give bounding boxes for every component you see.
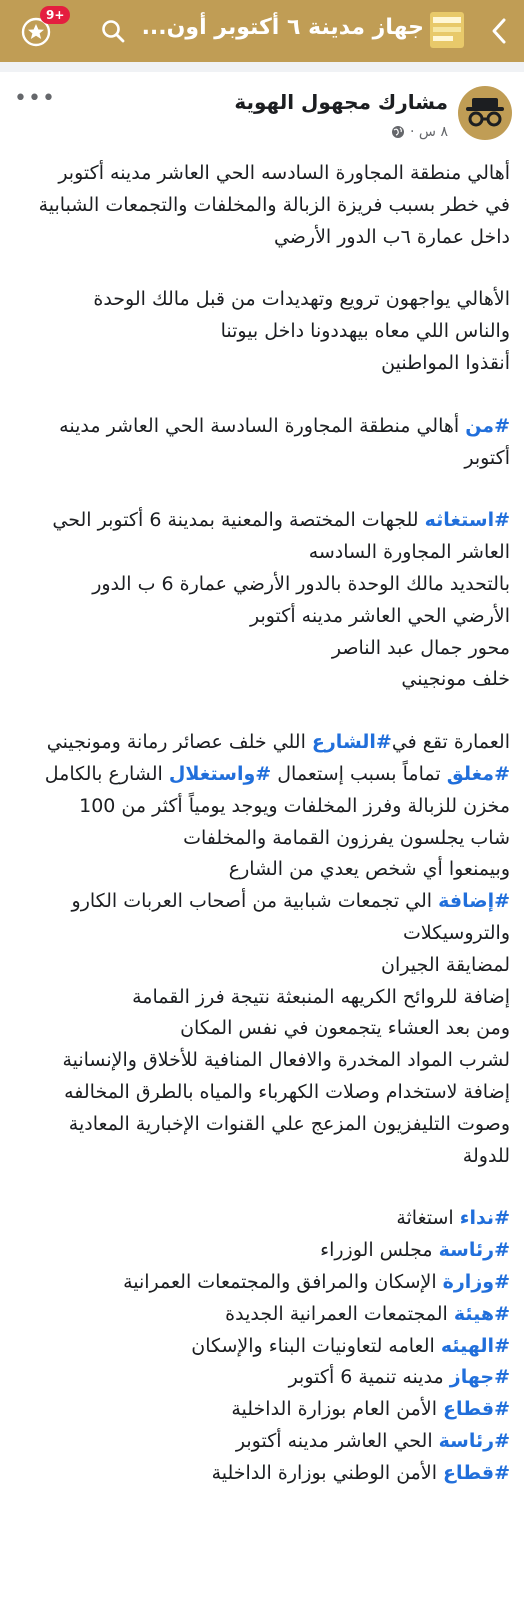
- post-text: أهالي منطقة المجاورة السادسه الحي العاشر مدينه أكتوبر: [58, 162, 510, 184]
- hashtag-link[interactable]: #الشارع: [311, 731, 392, 754]
- post-paragraph: [10, 284, 510, 379]
- group-thumbnail[interactable]: [430, 12, 464, 48]
- hashtag-link[interactable]: #وزارة: [442, 1270, 510, 1293]
- post-line: [10, 1299, 510, 1331]
- post-text: اللي خلف عصائر رمانة ومونجيني: [46, 731, 312, 754]
- post-line: [10, 1235, 510, 1267]
- post-text: العامه لتعاونيات البناء والإسكان: [191, 1334, 441, 1357]
- hashtag-link[interactable]: #نداء: [459, 1207, 510, 1230]
- post-text: شاب يجلسون يفرزون القمامة والمخلفات: [183, 826, 510, 849]
- post-line: [10, 791, 510, 823]
- post-line: [10, 1203, 510, 1235]
- post-line: [10, 411, 510, 443]
- post-text: خلف مونجيني: [401, 668, 510, 691]
- hashtag-link[interactable]: #استغاثه: [424, 509, 510, 532]
- post-line: [10, 443, 510, 475]
- search-icon[interactable]: [100, 18, 126, 44]
- post-text: لشرب المواد المخدرة والافعال المنافية للأخلاق والإنسانية: [62, 1049, 510, 1072]
- post-line: [10, 222, 510, 254]
- post-line: [10, 316, 510, 348]
- post-line: [10, 601, 510, 633]
- post-meta: [391, 124, 448, 140]
- post-line: [10, 569, 510, 601]
- author-name[interactable]: مشارك مجهول الهوية: [234, 90, 448, 114]
- hashtag-link[interactable]: #قطاع: [443, 1398, 510, 1421]
- hashtag-link[interactable]: #واستغلال: [168, 762, 272, 785]
- post-line: [10, 918, 510, 950]
- post-line: [10, 1331, 510, 1363]
- post-text: بالتحديد مالك الوحدة بالدور الأرضي عمارة 6 ب الدور: [92, 572, 510, 595]
- post-text: الحي العاشر مدينه أكتوبر: [235, 1429, 439, 1452]
- post-text: أكتوبر: [464, 446, 510, 469]
- post-line: [10, 1267, 510, 1299]
- post-line: [10, 759, 510, 791]
- hashtag-link[interactable]: #من: [465, 414, 510, 437]
- chevron-back-icon[interactable]: [486, 16, 514, 46]
- post-text: الأرضي الحي العاشر مدينه أكتوبر: [249, 604, 510, 627]
- post-line: [10, 348, 510, 380]
- post-line: [10, 886, 510, 918]
- post-text: الإسكان والمرافق والمجتمعات العمرانية: [123, 1270, 443, 1293]
- hashtag-link[interactable]: #جهاز: [449, 1366, 510, 1389]
- avatar[interactable]: [458, 86, 512, 140]
- post-line: [10, 1077, 510, 1109]
- post-line: [10, 1013, 510, 1045]
- post-paragraph: [10, 411, 510, 475]
- post-line: [10, 1045, 510, 1077]
- post-line: [10, 158, 510, 190]
- more-options-icon[interactable]: •••: [14, 86, 56, 111]
- hashtag-link[interactable]: #رئاسة: [438, 1239, 510, 1262]
- post-text: مدينه تنمية 6 أكتوبر: [288, 1366, 450, 1389]
- post-line: [10, 823, 510, 855]
- post-text: وصوت التليفزيون المزعج علي القنوات الإخبارية المعادية: [68, 1112, 510, 1135]
- post-body: [10, 158, 510, 1520]
- post-text: الأمن العام بوزارة الداخلية: [231, 1398, 444, 1421]
- hashtag-link[interactable]: #الهيئه: [440, 1334, 510, 1357]
- post-text: للجهات المختصة والمعنية بمدينة 6 أكتوبر الحي: [52, 509, 425, 532]
- post-text: مجلس الوزراء: [320, 1239, 439, 1262]
- post-line: [10, 664, 510, 696]
- post-line: [10, 633, 510, 665]
- divider: [0, 62, 524, 72]
- post-text: إضافة لاستخدام وصلات الكهرباء والمياه بالطرق المخالفه: [64, 1080, 510, 1103]
- post-text: إضافة للروائح الكريهه المنبعثة نتيجة فرز القمامة: [132, 985, 510, 1008]
- post-paragraph: [10, 158, 510, 253]
- post-text: تماماً بسبب إستعمال: [271, 762, 447, 785]
- post-line: [10, 1141, 510, 1173]
- post-text: استغاثة: [396, 1207, 460, 1230]
- post-text: الشارع بالكامل: [44, 762, 169, 785]
- top-bar: [0, 0, 524, 62]
- post-line: [10, 982, 510, 1014]
- post-paragraph: [10, 1203, 510, 1489]
- post-text: والناس اللي معاه بيهددونا داخل بيوتنا: [220, 320, 510, 343]
- post-time[interactable]: ٨ س ·: [410, 124, 448, 140]
- post-line: [10, 1426, 510, 1458]
- post-line: [10, 1394, 510, 1426]
- post-text: أنقذوا المواطنين: [381, 351, 510, 374]
- post-text: ومن بعد العشاء يتجمعون في نفس المكان: [180, 1017, 510, 1040]
- post-line: [10, 950, 510, 982]
- post-text: العمارة تقع في: [391, 731, 510, 754]
- post-text: العاشر المجاورة السادسه: [308, 541, 510, 564]
- post-text: داخل عمارة ٦ب الدور الأرضي: [273, 225, 510, 248]
- post-paragraph: [10, 505, 510, 696]
- hashtag-link[interactable]: #مغلق: [446, 762, 510, 785]
- hashtag-link[interactable]: #هيئة: [453, 1302, 510, 1325]
- post-text: لمضايقة الجيران: [381, 953, 510, 976]
- post-line: [10, 190, 510, 222]
- post-text: وبيمنعوا أي شخص يعدي من الشارع: [228, 858, 510, 881]
- hashtag-link[interactable]: #رئاسة: [438, 1429, 510, 1452]
- notification-badge: 9+: [40, 6, 70, 24]
- post-text: في خطر بسبب فريزة الزبالة والمخلفات والتجمعات الشبابية: [38, 193, 510, 216]
- post-line: [10, 505, 510, 537]
- post-line: [10, 1458, 510, 1490]
- post-line: [10, 1362, 510, 1394]
- post-text: الأهالي يواجهون ترويع وتهديدات من قبل مالك الوحدة: [93, 288, 510, 311]
- post-line: [10, 1109, 510, 1141]
- post-line: [10, 537, 510, 569]
- hashtag-link[interactable]: #إضافة: [438, 890, 510, 913]
- post-text: والتروسيكلات: [402, 921, 510, 944]
- post-text: أهالي منطقة المجاورة السادسة الحي العاشر مدينه: [59, 414, 466, 437]
- post-line: [10, 854, 510, 886]
- post-text: للدولة: [462, 1144, 510, 1167]
- post-line: [10, 727, 510, 759]
- post-text: الأمن الوطني بوزارة الداخلية: [211, 1461, 444, 1484]
- globe-icon: [391, 125, 405, 139]
- anonymous-user-icon: [458, 86, 512, 140]
- hashtag-link[interactable]: #قطاع: [443, 1461, 510, 1484]
- group-title[interactable]: جهاز مدينة ٦ أكتوبر أون...: [141, 15, 424, 40]
- post-text: مخزن للزبالة وفرز المخلفات ويوجد يومياً أكثر من 100: [79, 794, 510, 817]
- post-text: محور جمال عبد الناصر: [331, 636, 510, 659]
- post-text: الي تجمعات شبابية من أصحاب العربات الكارو: [71, 890, 439, 913]
- post-line: [10, 284, 510, 316]
- post-text: المجتمعات العمرانية الجديدة: [225, 1302, 454, 1325]
- post-paragraph: [10, 727, 510, 1172]
